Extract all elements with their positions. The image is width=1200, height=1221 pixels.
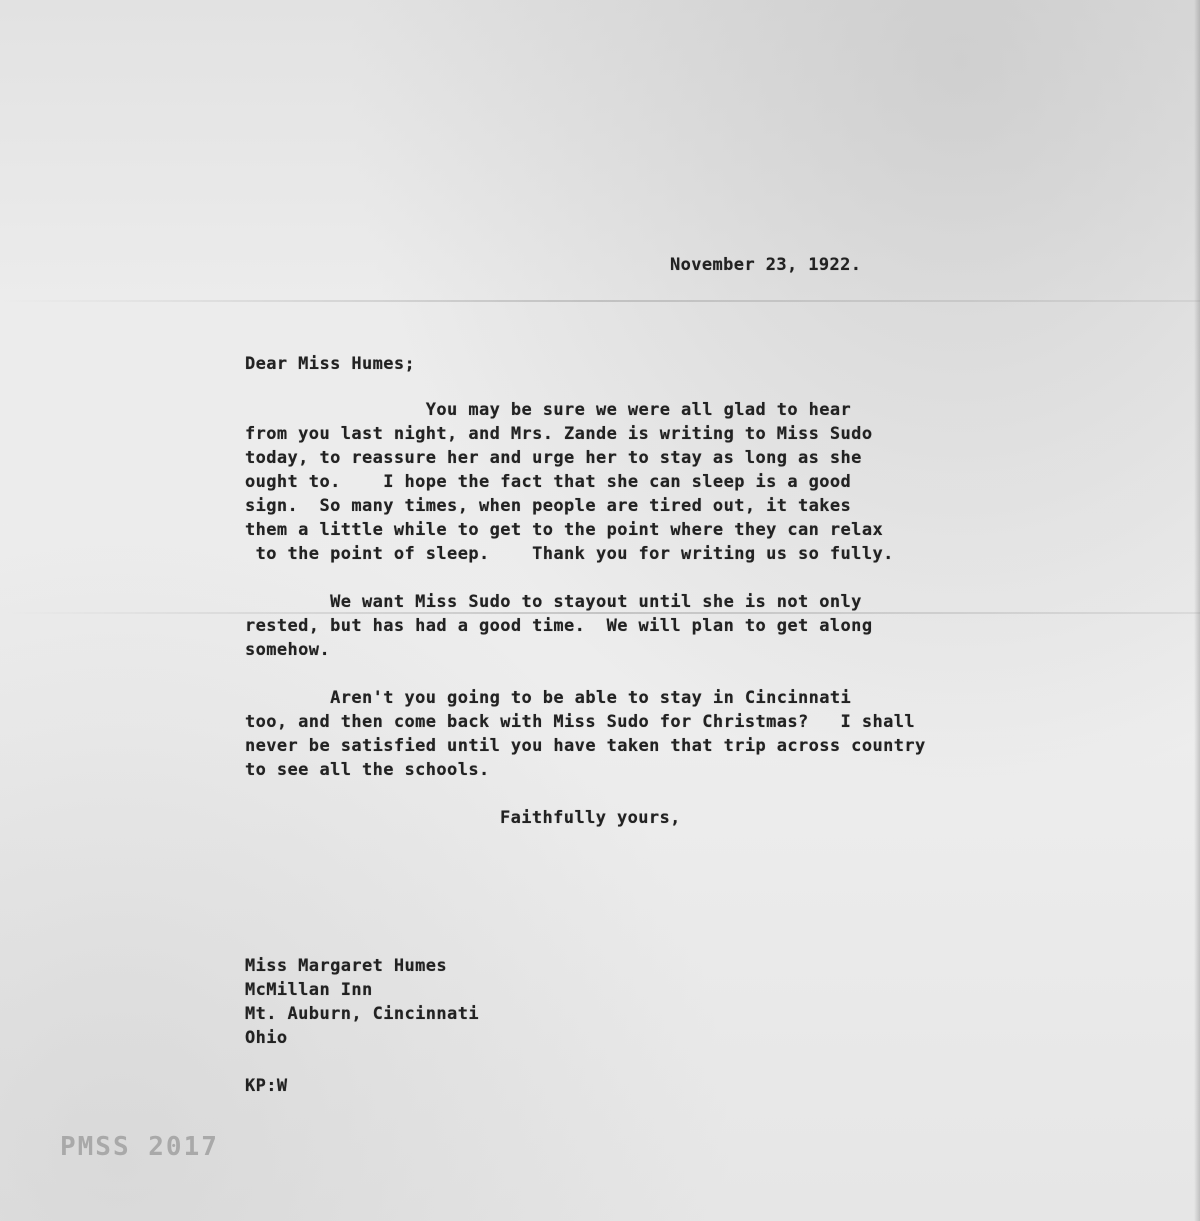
complimentary-closing: Faithfully yours, [500,808,681,828]
salutation: Dear Miss Humes; [245,354,416,374]
body-paragraph-1 [245,398,1045,566]
address-line: Mt. Auburn, Cincinnati [245,1004,479,1024]
body-paragraph-2 [245,590,1045,662]
paragraph-line: never be satisfied until you have taken that trip across country [245,736,926,756]
paragraph-line: rested, but has had a good time. We will plan to get along [245,616,873,636]
address-line: Ohio [245,1028,288,1048]
paragraph-line: from you last night, and Mrs. Zande is writing to Miss Sudo [245,424,873,444]
paragraph-line: We want Miss Sudo to stayout until she is not only [245,592,862,612]
paper-fold [0,300,1200,302]
typist-initials: KP:W [245,1076,288,1096]
paragraph-line: too, and then come back with Miss Sudo for Christmas? I shall [245,712,915,732]
paragraph-line: today, to reassure her and urge her to stay as long as she [245,448,862,468]
paragraph-line: sign. So many times, when people are tired out, it takes [245,496,852,516]
paper-edge [1194,0,1200,1221]
paragraph-line: You may be sure we were all glad to hear [245,400,852,420]
letter-date: November 23, 1922. [670,255,862,275]
paragraph-line: to see all the schools. [245,760,490,780]
address-line: Miss Margaret Humes [245,956,448,976]
recipient-address [245,954,479,1050]
paragraph-line: Aren't you going to be able to stay in Cincinnati [245,688,852,708]
paragraph-line: to the point of sleep. Thank you for writing us so fully. [245,544,894,564]
paragraph-line: them a little while to get to the point where they can relax [245,520,884,540]
paragraph-line: somehow. [245,640,331,660]
paragraph-line: ought to. I hope the fact that she can sleep is a good [245,472,852,492]
archive-watermark: PMSS 2017 [60,1132,219,1162]
body-paragraph-3 [245,686,1045,782]
address-line: McMillan Inn [245,980,373,1000]
